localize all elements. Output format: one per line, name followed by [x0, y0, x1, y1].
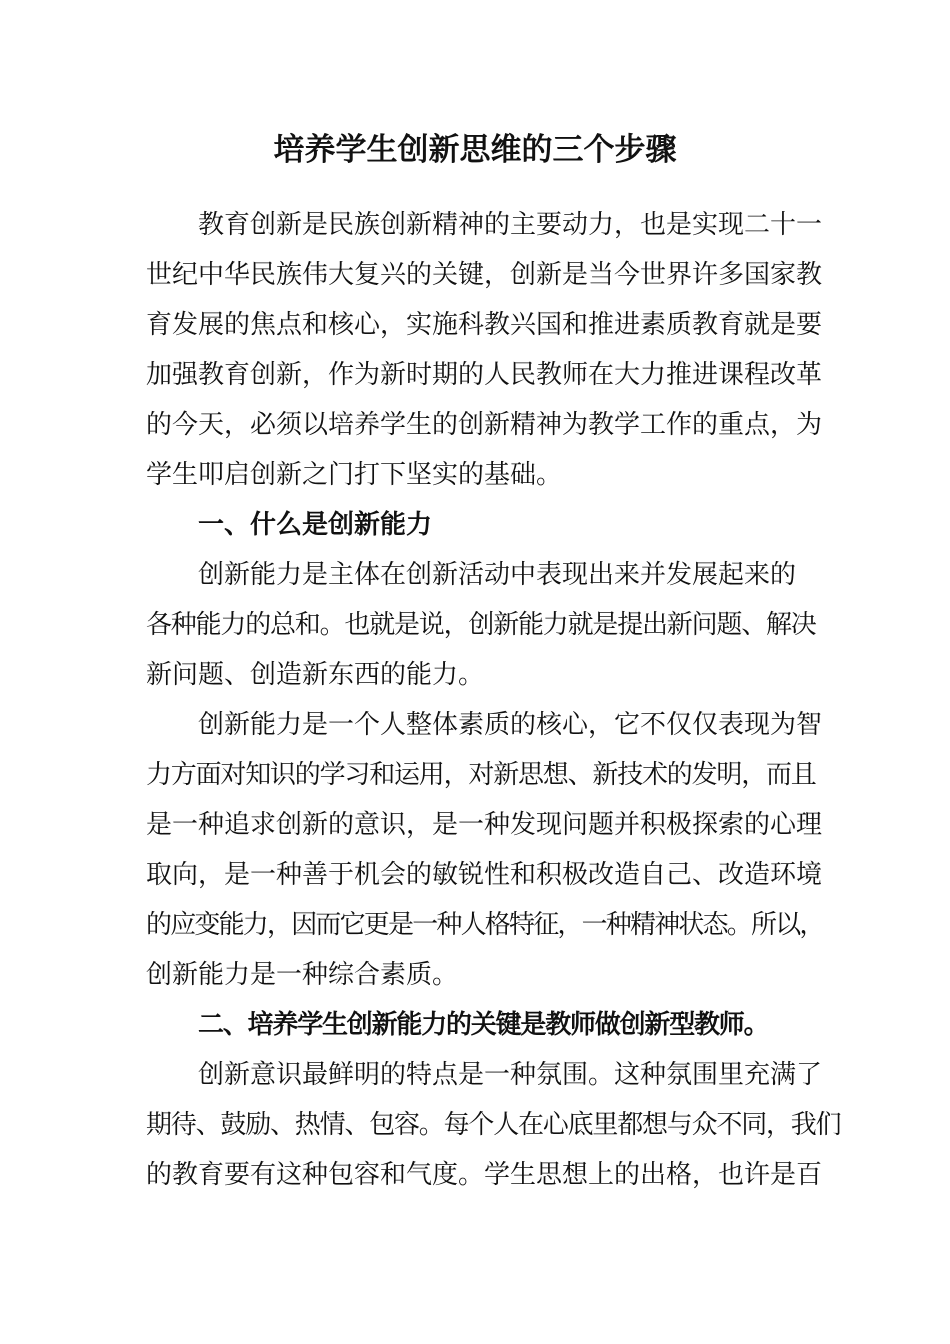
paragraph-line: 的教育要有这种包容和气度。学生思想上的出格，也许是百: [146, 1160, 823, 1190]
paragraph-line: 世纪中华民族伟大复兴的关键，创新是当今世界许多国家教: [146, 260, 823, 290]
paragraph-line: 创新能力是一种综合素质。: [146, 960, 459, 990]
section-heading: 一、什么是创新能力: [198, 510, 433, 540]
paragraph-line: 各种能力的总和。也就是说，创新能力就是提出新问题、解决: [146, 610, 816, 640]
paragraph-line: 创新能力是一个人整体素质的核心，它不仅仅表现为智: [198, 710, 823, 740]
paragraph-line: 力方面对知识的学习和运用，对新思想、新技术的发明，而且: [146, 760, 816, 790]
paragraph-line: 取向，是一种善于机会的敏锐性和积极改造自己、改造环境: [146, 860, 823, 890]
paragraph-line: 创新意识最鲜明的特点是一种氛围。这种氛围里充满了: [198, 1060, 823, 1090]
document-title: 培养学生创新思维的三个步骤: [273, 132, 677, 168]
paragraph-line: 学生叩启创新之门打下坚实的基础。: [146, 460, 563, 490]
paragraph-line: 教育创新是民族创新精神的主要动力，也是实现二十一: [198, 210, 823, 240]
paragraph-line: 期待、鼓励、热情、包容。每个人在心底里都想与众不同，我们: [146, 1110, 841, 1140]
paragraph-line: 加强教育创新，作为新时期的人民教师在大力推进课程改革: [146, 360, 823, 390]
paragraph-line: 的应变能力，因而它更是一种人格特征，一种精神状态。所以，: [146, 910, 824, 940]
paragraph-line: 育发展的焦点和核心，实施科教兴国和推进素质教育就是要: [146, 310, 823, 340]
document-body: [146, 200, 841, 1200]
paragraph-line: 是一种追求创新的意识，是一种发现问题并积极探索的心理: [146, 810, 823, 840]
paragraph-line: 创新能力是主体在创新活动中表现出来并发展起来的: [198, 560, 797, 590]
paragraph-line: 新问题、创造新东西的能力。: [146, 660, 485, 690]
section-heading: 二、培养学生创新能力的关键是教师做创新型教师。: [198, 1010, 769, 1040]
paragraph-line: 的今天，必须以培养学生的创新精神为教学工作的重点，为: [146, 410, 823, 440]
